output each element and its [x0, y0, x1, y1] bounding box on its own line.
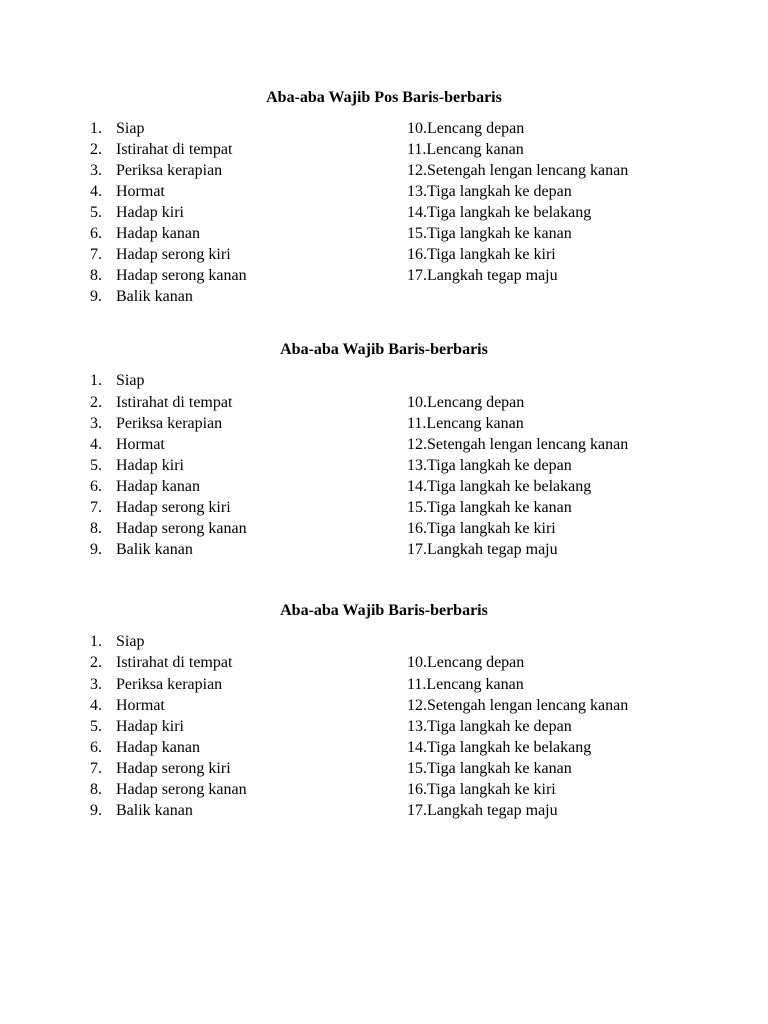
item-number: 13.: [407, 718, 427, 735]
item-text: Hormat: [116, 697, 165, 714]
item-text: Lencang kanan: [426, 676, 524, 693]
item-number: 15.: [407, 760, 427, 777]
list-item: [90, 780, 247, 800]
list-item: [90, 632, 144, 652]
item-text: Tiga langkah ke kanan: [427, 225, 572, 242]
list-item: [407, 119, 524, 139]
item-number: 12.: [407, 436, 427, 453]
item-text: Istirahat di tempat: [116, 141, 233, 158]
item-text: Hadap serong kiri: [116, 246, 231, 263]
item-text: Periksa kerapian: [116, 162, 223, 179]
list-item: [407, 738, 591, 758]
list-item: [90, 759, 231, 779]
item-text: Tiga langkah ke belakang: [427, 739, 592, 756]
item-text: Lencang depan: [427, 654, 525, 671]
item-text: Lencang depan: [427, 120, 525, 137]
item-number: 4.: [90, 183, 102, 200]
item-text: Tiga langkah ke depan: [427, 183, 572, 200]
list-item: [407, 266, 558, 286]
item-text: Siap: [116, 633, 145, 650]
list-item: [90, 456, 184, 476]
list-item: [407, 203, 591, 223]
item-text: Hadap kanan: [116, 478, 200, 495]
list-item: [90, 224, 200, 244]
item-number: 2.: [90, 394, 102, 411]
item-text: Tiga langkah ke kiri: [427, 520, 556, 537]
item-number: 14.: [407, 478, 427, 495]
item-text: Tiga langkah ke kanan: [427, 760, 572, 777]
item-text: Istirahat di tempat: [116, 654, 233, 671]
list-item: [90, 414, 222, 434]
item-number: 11.: [407, 676, 427, 693]
item-number: 10.: [407, 394, 427, 411]
item-number: 5.: [90, 718, 102, 735]
item-text: Balik kanan: [116, 288, 193, 305]
item-text: Lencang depan: [427, 394, 525, 411]
item-number: 9.: [90, 802, 102, 819]
item-number: 5.: [90, 457, 102, 474]
item-number: 7.: [90, 246, 102, 263]
list-item: [90, 287, 193, 307]
item-number: 11.: [407, 141, 427, 158]
item-number: 17.: [407, 541, 427, 558]
item-number: 8.: [90, 267, 102, 284]
item-number: 4.: [90, 436, 102, 453]
item-text: Tiga langkah ke kanan: [427, 499, 572, 516]
list-item: [90, 161, 222, 181]
list-item: [407, 801, 558, 821]
item-text: Setengah lengan lencang kanan: [427, 697, 629, 714]
item-number: 9.: [90, 288, 102, 305]
list-item: [90, 717, 184, 737]
item-text: Istirahat di tempat: [116, 394, 233, 411]
section-title: Aba-aba Wajib Baris-berbaris: [280, 602, 488, 619]
list-item: [407, 696, 628, 716]
item-number: 17.: [407, 802, 427, 819]
item-number: 8.: [90, 781, 102, 798]
item-text: Tiga langkah ke depan: [427, 457, 572, 474]
item-text: Siap: [116, 372, 145, 389]
section-title: Aba-aba Wajib Baris-berbaris: [280, 341, 488, 358]
list-item: [407, 653, 524, 673]
item-number: 6.: [90, 225, 102, 242]
item-number: 12.: [407, 697, 427, 714]
item-text: Siap: [116, 120, 145, 137]
item-text: Hadap kanan: [116, 225, 200, 242]
item-text: Periksa kerapian: [116, 415, 223, 432]
item-text: Langkah tegap maju: [427, 802, 558, 819]
item-number: 8.: [90, 520, 102, 537]
item-text: Tiga langkah ke kiri: [427, 246, 556, 263]
list-item: [90, 519, 247, 539]
item-text: Hadap serong kiri: [116, 499, 231, 516]
list-item: [90, 119, 144, 139]
item-text: Hadap serong kiri: [116, 760, 231, 777]
list-item: [407, 717, 572, 737]
item-number: 15.: [407, 225, 427, 242]
item-number: 6.: [90, 478, 102, 495]
list-item: [407, 675, 524, 695]
item-number: 16.: [407, 781, 427, 798]
list-item: [407, 498, 572, 518]
list-item: [407, 414, 524, 434]
item-text: Tiga langkah ke belakang: [427, 204, 592, 221]
list-item: [407, 182, 572, 202]
item-number: 13.: [407, 457, 427, 474]
item-number: 12.: [407, 162, 427, 179]
list-item: [407, 477, 591, 497]
item-number: 1.: [90, 120, 102, 137]
list-item: [407, 161, 628, 181]
item-text: Hadap serong kanan: [116, 781, 247, 798]
list-item: [90, 371, 144, 391]
list-item: [90, 738, 200, 758]
item-text: Tiga langkah ke belakang: [427, 478, 592, 495]
item-text: Hadap kiri: [116, 457, 184, 474]
item-text: Hormat: [116, 436, 165, 453]
list-item: [407, 759, 572, 779]
item-text: Langkah tegap maju: [427, 267, 558, 284]
item-number: 13.: [407, 183, 427, 200]
item-number: 11.: [407, 415, 427, 432]
item-number: 2.: [90, 141, 102, 158]
item-text: Balik kanan: [116, 802, 193, 819]
item-number: 16.: [407, 246, 427, 263]
item-text: Periksa kerapian: [116, 676, 223, 693]
item-number: 10.: [407, 120, 427, 137]
list-item: [90, 245, 231, 265]
list-item: [90, 203, 184, 223]
list-item: [90, 540, 193, 560]
item-number: 2.: [90, 654, 102, 671]
item-text: Tiga langkah ke depan: [427, 718, 572, 735]
item-text: Hadap kiri: [116, 204, 184, 221]
item-text: Balik kanan: [116, 541, 193, 558]
item-number: 3.: [90, 162, 102, 179]
list-item: [90, 393, 232, 413]
item-number: 5.: [90, 204, 102, 221]
item-number: 6.: [90, 739, 102, 756]
item-number: 14.: [407, 204, 427, 221]
item-number: 1.: [90, 633, 102, 650]
item-text: Hadap serong kanan: [116, 267, 247, 284]
item-text: Hadap serong kanan: [116, 520, 247, 537]
item-number: 3.: [90, 676, 102, 693]
item-number: 4.: [90, 697, 102, 714]
item-text: Tiga langkah ke kiri: [427, 781, 556, 798]
item-number: 14.: [407, 739, 427, 756]
item-number: 3.: [90, 415, 102, 432]
list-item: [90, 435, 165, 455]
item-text: Langkah tegap maju: [427, 541, 558, 558]
item-text: Lencang kanan: [426, 141, 524, 158]
list-item: [407, 140, 524, 160]
item-number: 17.: [407, 267, 427, 284]
item-number: 10.: [407, 654, 427, 671]
list-item: [407, 540, 558, 560]
list-item: [407, 435, 628, 455]
item-text: Hadap kanan: [116, 739, 200, 756]
list-item: [90, 266, 247, 286]
item-text: Hadap kiri: [116, 718, 184, 735]
item-text: Setengah lengan lencang kanan: [427, 162, 629, 179]
item-text: Hormat: [116, 183, 165, 200]
list-item: [407, 245, 556, 265]
item-number: 1.: [90, 372, 102, 389]
list-item: [407, 519, 556, 539]
item-text: Setengah lengan lencang kanan: [427, 436, 629, 453]
list-item: [407, 224, 572, 244]
item-number: 9.: [90, 541, 102, 558]
list-item: [407, 780, 556, 800]
list-item: [90, 498, 231, 518]
item-text: Lencang kanan: [426, 415, 524, 432]
item-number: 16.: [407, 520, 427, 537]
section-title: Aba-aba Wajib Pos Baris-berbaris: [266, 89, 502, 106]
list-item: [90, 140, 232, 160]
list-item: [90, 477, 200, 497]
list-item: [407, 456, 572, 476]
list-item: [90, 182, 165, 202]
list-item: [90, 653, 232, 673]
list-item: [90, 696, 165, 716]
list-item: [407, 393, 524, 413]
list-item: [90, 801, 193, 821]
item-number: 7.: [90, 760, 102, 777]
item-number: 15.: [407, 499, 427, 516]
list-item: [90, 675, 222, 695]
item-number: 7.: [90, 499, 102, 516]
